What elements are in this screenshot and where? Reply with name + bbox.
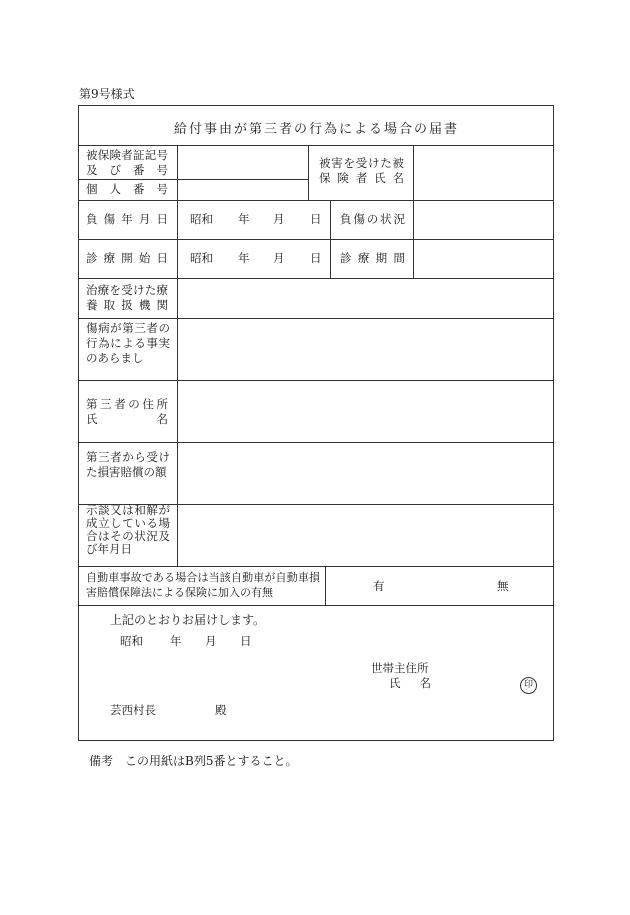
row-divider — [78, 318, 554, 319]
personal-number-label: 個人番号 — [86, 182, 168, 196]
row-divider — [78, 278, 554, 279]
row-divider — [78, 605, 554, 606]
column-divider — [177, 145, 178, 566]
treatment-start-day: 日 — [310, 251, 322, 265]
form-number: 第9号様式 — [79, 87, 135, 101]
honorific: 殿 — [215, 703, 227, 717]
compensation-label: 第三者から受けた損害賠償の額 — [86, 450, 170, 479]
declaration-date-year: 年 — [170, 634, 182, 648]
declaration-date-day: 日 — [240, 634, 252, 648]
facts-label: 傷病が第三者の行為による事実のあらまし — [86, 321, 170, 365]
injury-date-label: 負傷年月日 — [86, 212, 168, 226]
householder-address-label: 世帯主住所 — [371, 661, 429, 675]
third-party-address-label: 第三者の住所 — [86, 397, 168, 411]
injury-status-label: 負傷の状況 — [340, 212, 405, 226]
auto-accident-label: 自動車事故である場合は当該自動車が自動車損害賠償保障法による保険に加入の有無 — [86, 571, 320, 599]
declaration-date-era: 昭和 — [120, 634, 143, 648]
settlement-label: 示談又は和解が成立している場合はその状況及び年月日 — [86, 503, 170, 556]
column-divider — [325, 566, 326, 605]
column-divider — [413, 145, 414, 200]
treatment-start-month: 月 — [273, 251, 285, 265]
treatment-start-label: 診療開始日 — [86, 251, 168, 265]
row-divider — [78, 200, 554, 201]
column-divider — [413, 200, 414, 278]
remark: 備考 この用紙はB列5番とすること。 — [89, 754, 298, 768]
row-divider — [78, 179, 308, 180]
insured-id-label: 被保険者証記号及び番号 — [86, 148, 168, 177]
column-divider — [330, 200, 331, 278]
form-title: 給付事由が第三者の行為による場合の届書 — [173, 122, 459, 137]
injury-date-era: 昭和 — [190, 212, 213, 226]
row-divider — [78, 380, 554, 381]
row-divider — [78, 239, 554, 240]
third-party-name-label: 氏名 — [86, 412, 168, 426]
addressee: 芸西村長 — [110, 703, 156, 717]
treatment-start-era: 昭和 — [190, 251, 213, 265]
injury-date-year: 年 — [238, 212, 250, 226]
treatment-period-label: 診療期間 — [340, 251, 405, 265]
householder-name-label: 氏名 — [389, 676, 431, 690]
row-divider — [78, 566, 554, 567]
column-divider — [308, 145, 309, 200]
seal-mark: 印 — [520, 677, 537, 694]
victim-name-label: 被害を受けた被保険者氏名 — [319, 156, 404, 185]
treatment-start-year: 年 — [238, 251, 250, 265]
facility-label: 治療を受けた療養取扱機関 — [86, 283, 168, 312]
injury-date-month: 月 — [273, 212, 285, 226]
declaration-statement: 上記のとおりお届けします。 — [110, 613, 266, 627]
insurance-no-option[interactable]: 無 — [497, 579, 509, 593]
injury-date-day: 日 — [310, 212, 322, 226]
insurance-yes-option[interactable]: 有 — [373, 579, 385, 593]
declaration-date-month: 月 — [205, 634, 217, 648]
row-divider — [78, 442, 554, 443]
row-divider — [78, 145, 554, 146]
